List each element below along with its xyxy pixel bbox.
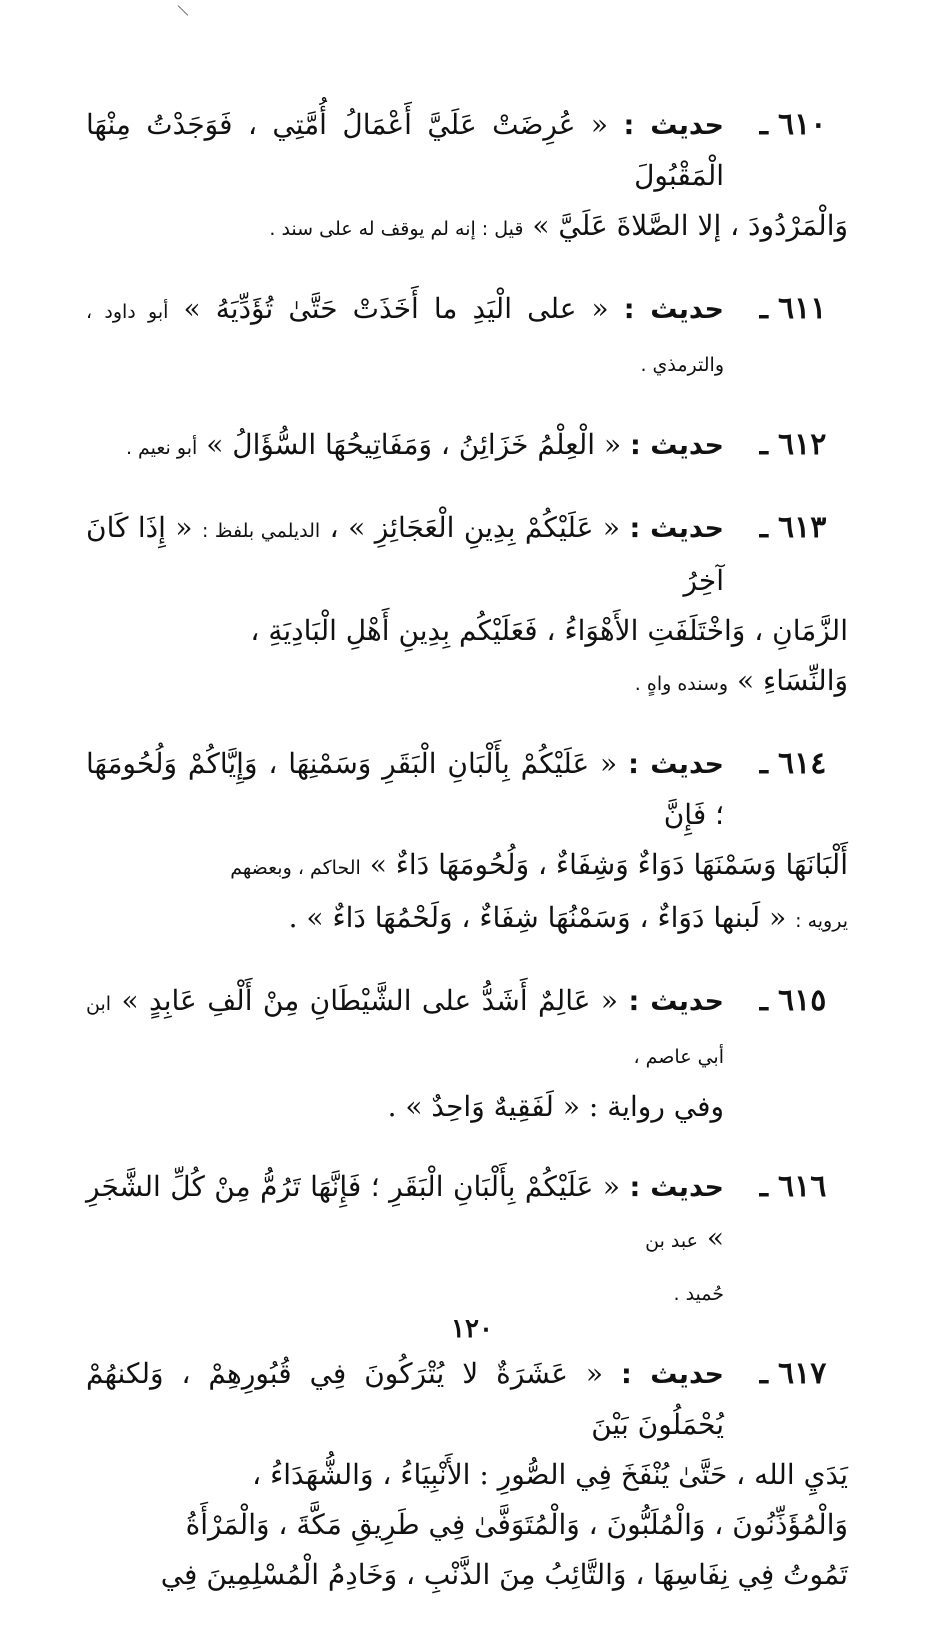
entry-number: ٦١٠	[778, 107, 827, 142]
hadith-continuation	[86, 1550, 848, 1600]
hadith-label: حديث :	[620, 1359, 724, 1390]
hadith-continuation	[86, 656, 848, 709]
hadith-source: يرويه :	[795, 910, 848, 932]
hadith-source: أبو نعيم .	[125, 437, 198, 459]
entry-body	[86, 1162, 724, 1319]
hadith-entry-613	[86, 503, 848, 709]
hadith-text: « لَبنها دَوَاءٌ ، وَسَمْنُهَا شِفَاءٌ ، وَلَحْمُهَا دَاءٌ » .	[288, 901, 787, 934]
entry-dash: ـ	[759, 108, 768, 141]
hadith-entry-617	[86, 1349, 848, 1600]
hadith-entry-611	[86, 284, 848, 390]
entry-body	[86, 976, 724, 1132]
hadith-text: « عَلَيْكُمْ بِدِينِ الْعَجَائِزِ » ،	[329, 511, 620, 544]
hadith-text: « عَلَيْكُمْ بِأَلْبَانِ الْبَقَرِ ؛ فَإِنَّهَا تَرُمُّ مِنْ كُلِّ الشَّجَرِ »	[86, 1170, 724, 1254]
hadith-label: حديث :	[629, 513, 724, 544]
entry-body	[86, 284, 724, 390]
entry-dash: ـ	[759, 1357, 768, 1390]
hadith-text: وَالْمُؤَذِّنُونَ ، وَالْمُلَبُّونَ ، وَالْمُتَوَفَّىٰ فِي طَرِيقِ مَكَّةَ ، وَالْمَرْأَةُ	[185, 1508, 848, 1541]
hadith-text: « إِذَا كَانَ آخِرُ	[86, 511, 724, 597]
entry-dash: ـ	[759, 511, 768, 544]
entry-dash: ـ	[759, 428, 768, 461]
hadith-entry-610	[86, 100, 848, 254]
entry-number: ٦١٢	[778, 427, 827, 462]
entry-number: ٦١٣	[778, 510, 827, 545]
page-number: ١٢٠	[451, 1314, 493, 1344]
hadith-source: قيل : إنه لم يوقف له على سند .	[269, 218, 524, 240]
hadith-source: ابن أبي عاصم ،	[86, 993, 724, 1068]
entry-dash: ـ	[759, 292, 768, 325]
scan-mark	[178, 5, 189, 16]
hadith-source: الحاكم ، وبعضهم	[230, 857, 361, 879]
hadith-continuation	[86, 606, 848, 656]
entry-dash: ـ	[759, 1170, 768, 1203]
hadith-continuation	[86, 893, 848, 946]
hadith-continuation	[86, 201, 848, 254]
entry-dash: ـ	[759, 984, 768, 1017]
hadith-source: الديلمي بلفظ :	[201, 520, 321, 542]
hadith-entry-615	[86, 976, 848, 1132]
entry-number: ٦١١	[778, 291, 827, 326]
hadith-source: حُميد .	[673, 1283, 724, 1305]
hadith-label: حديث :	[629, 1172, 724, 1203]
hadith-list	[86, 100, 848, 1630]
hadith-text: « عُرِضَتْ عَلَيَّ أَعْمَالُ أُمَّتِي ، فَوَجَدْتُ مِنْهَا الْمَقْبُولَ	[86, 108, 724, 192]
hadith-source: عبد بن	[645, 1230, 698, 1252]
hadith-label: حديث :	[630, 430, 724, 461]
hadith-label: حديث :	[628, 749, 724, 780]
hadith-continuation	[86, 1082, 724, 1132]
hadith-source: أبو داود ، والترمذي .	[86, 301, 724, 376]
hadith-text: وفي رواية : « لَفَقِيهٌ وَاحِدٌ » .	[387, 1090, 724, 1123]
entry-body	[86, 420, 724, 473]
hadith-text: وَالنِّسَاءِ »	[737, 664, 848, 697]
hadith-label: حديث :	[628, 986, 724, 1017]
hadith-source: وسنده واهٍ .	[634, 673, 729, 695]
entry-number: ٦١٧	[778, 1356, 827, 1391]
entry-number: ٦١٤	[778, 746, 827, 781]
hadith-text: تَمُوتُ فِي نِفَاسِهَا ، وَالتَّائِبُ مِنَ الذَّنْبِ ، وَخَادِمُ الْمُسْلِمِينَ فِي	[160, 1558, 848, 1591]
entry-dash: ـ	[759, 747, 768, 780]
hadith-entry-612	[86, 420, 848, 473]
entry-number: ٦١٦	[778, 1169, 827, 1204]
hadith-text: أَلْبَانَهَا وَسَمْنَهَا دَوَاءٌ وَشِفَاءٌ ، وَلُحُومَهَا دَاءٌ »	[369, 848, 848, 881]
entry-number: ٦١٥	[778, 983, 827, 1018]
hadith-text: وَالْمَرْدُودَ ، إلا الصَّلاةَ عَلَيَّ »	[532, 209, 848, 242]
hadith-text: الزَّمَانِ ، وَاخْتَلَفَتِ الأَهْوَاءُ ، فَعَلَيْكُم بِدِينِ أَهْلِ الْبَادِيَةِ ،	[250, 614, 848, 647]
hadith-text: « عَالِمٌ أَشَدُّ على الشَّيْطَانِ مِنْ أَلْفِ عَابِدٍ »	[121, 984, 619, 1017]
hadith-continuation	[86, 1500, 848, 1550]
hadith-label: حديث :	[623, 110, 724, 141]
hadith-text: « عَشَرَةٌ لا يُتْرَكُونَ فِي قُبُورِهِمْ ، وَلكنهُمْ يُحْمَلُونَ بَيْنَ	[86, 1357, 724, 1441]
hadith-entry-614	[86, 739, 848, 946]
hadith-continuation	[86, 1266, 724, 1319]
hadith-text: يَدَيِ الله ، حَتَّىٰ يُنْفَخَ فِي الصُّورِ : الأَنْبِيَاءُ ، وَالشُّهَدَاءُ ،	[252, 1458, 848, 1491]
hadith-entry-616	[86, 1162, 848, 1319]
hadith-text: « الْعِلْمُ خَزَائِنُ ، وَمَفَاتِيحُهَا السُّؤَالُ »	[206, 428, 622, 461]
hadith-continuation	[86, 840, 848, 893]
hadith-text: « على الْيَدِ ما أَخَذَتْ حَتَّىٰ تُؤَدِّيَهُ »	[183, 292, 609, 325]
hadith-continuation	[86, 1450, 848, 1500]
hadith-label: حديث :	[623, 294, 724, 325]
hadith-text: « عَلَيْكُمْ بِأَلْبَانِ الْبَقَرِ وَسَمْنِهَا ، وَإِيَّاكُمْ وَلُحُومَهَا ؛ فَإِنَّ	[86, 747, 724, 831]
